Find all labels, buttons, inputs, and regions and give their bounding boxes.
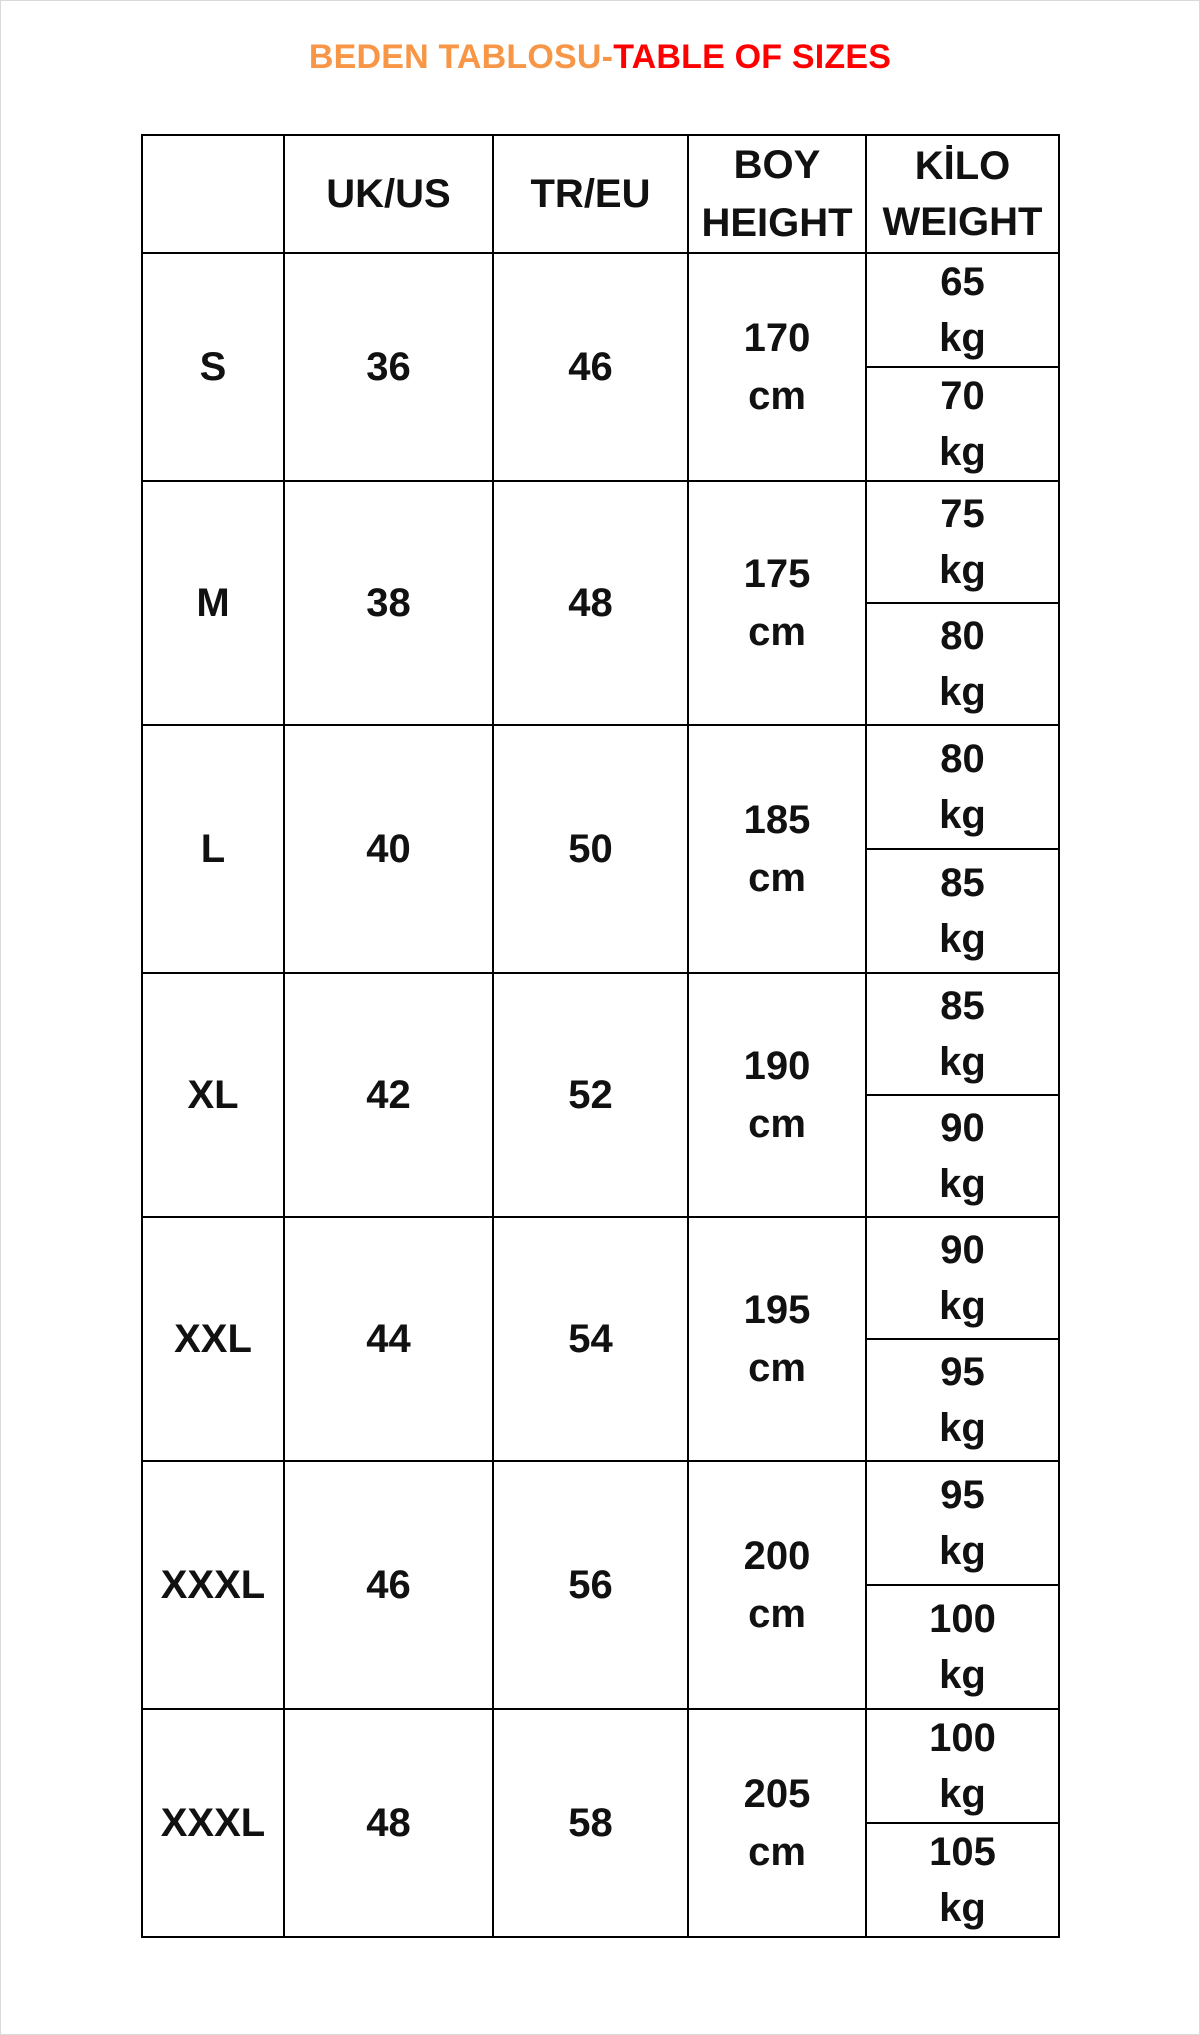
weight-unit: kg xyxy=(939,430,986,474)
header-height-en: HEIGHT xyxy=(701,201,853,245)
weight-cell xyxy=(866,1095,1059,1217)
size-table xyxy=(141,134,1060,1938)
weight-cell xyxy=(866,1823,1059,1937)
header-kilo: KİLO xyxy=(914,144,1011,188)
weight-cell xyxy=(866,725,1059,849)
size-label: XL xyxy=(142,973,284,1217)
ukus-value: 44 xyxy=(284,1217,493,1461)
header-size xyxy=(142,135,284,253)
weight-cell xyxy=(866,367,1059,481)
size-row xyxy=(142,1709,1059,1823)
weight-value: 80 xyxy=(940,737,985,781)
height-unit: cm xyxy=(748,1592,806,1636)
size-label: XXL xyxy=(142,1217,284,1461)
height-value: 185 xyxy=(743,798,811,842)
weight-value: 100 xyxy=(929,1716,996,1760)
title-english: TABLE OF SIZES xyxy=(613,38,892,76)
height-cell xyxy=(688,1461,866,1709)
ukus-value: 46 xyxy=(284,1461,493,1709)
size-label: L xyxy=(142,725,284,973)
size-row xyxy=(142,481,1059,603)
height-unit: cm xyxy=(748,856,806,900)
weight-cell xyxy=(866,1217,1059,1339)
weight-value: 90 xyxy=(940,1228,985,1272)
weight-value: 95 xyxy=(940,1350,985,1394)
height-unit: cm xyxy=(748,374,806,418)
weight-unit: kg xyxy=(939,1284,986,1328)
weight-unit: kg xyxy=(939,1653,986,1697)
size-label: S xyxy=(142,253,284,481)
weight-value: 100 xyxy=(929,1597,996,1641)
height-cell xyxy=(688,253,866,481)
weight-unit: kg xyxy=(939,1040,986,1084)
height-unit: cm xyxy=(748,610,806,654)
weight-cell xyxy=(866,849,1059,973)
size-row xyxy=(142,1217,1059,1339)
header-treu: TR/EU xyxy=(493,135,688,253)
height-cell xyxy=(688,1217,866,1461)
weight-value: 80 xyxy=(940,614,985,658)
weight-unit: kg xyxy=(939,1162,986,1206)
weight-cell xyxy=(866,253,1059,367)
weight-unit: kg xyxy=(939,548,986,592)
weight-cell xyxy=(866,481,1059,603)
title-turkish: BEDEN TABLOSU- xyxy=(308,38,614,76)
height-cell xyxy=(688,1709,866,1937)
height-value: 175 xyxy=(743,552,811,596)
height-unit: cm xyxy=(748,1830,806,1874)
page-title xyxy=(0,38,1200,77)
weight-cell xyxy=(866,1339,1059,1461)
weight-cell xyxy=(866,1585,1059,1709)
size-label: XXXL xyxy=(142,1709,284,1937)
height-value: 205 xyxy=(743,1772,811,1816)
treu-value: 46 xyxy=(493,253,688,481)
size-label: XXXL xyxy=(142,1461,284,1709)
size-row xyxy=(142,725,1059,849)
ukus-value: 48 xyxy=(284,1709,493,1937)
ukus-value: 38 xyxy=(284,481,493,725)
weight-cell xyxy=(866,1709,1059,1823)
weight-value: 65 xyxy=(940,260,985,304)
height-unit: cm xyxy=(748,1346,806,1390)
size-row xyxy=(142,973,1059,1095)
ukus-value: 42 xyxy=(284,973,493,1217)
height-value: 200 xyxy=(743,1534,811,1578)
weight-unit: kg xyxy=(939,1886,986,1930)
weight-cell xyxy=(866,1461,1059,1585)
treu-value: 48 xyxy=(493,481,688,725)
treu-value: 52 xyxy=(493,973,688,1217)
treu-value: 56 xyxy=(493,1461,688,1709)
weight-unit: kg xyxy=(939,316,986,360)
height-value: 190 xyxy=(743,1044,811,1088)
weight-cell xyxy=(866,973,1059,1095)
weight-value: 85 xyxy=(940,984,985,1028)
weight-value: 95 xyxy=(940,1473,985,1517)
weight-value: 90 xyxy=(940,1106,985,1150)
weight-unit: kg xyxy=(939,917,986,961)
size-row xyxy=(142,1461,1059,1585)
height-value: 195 xyxy=(743,1288,811,1332)
header-ukus: UK/US xyxy=(284,135,493,253)
height-cell xyxy=(688,973,866,1217)
height-cell xyxy=(688,725,866,973)
header-height xyxy=(688,135,866,253)
header-weight-en: WEIGHT xyxy=(882,200,1043,244)
height-unit: cm xyxy=(748,1102,806,1146)
weight-unit: kg xyxy=(939,1772,986,1816)
weight-value: 105 xyxy=(929,1830,996,1874)
ukus-value: 36 xyxy=(284,253,493,481)
weight-unit: kg xyxy=(939,1529,986,1573)
ukus-value: 40 xyxy=(284,725,493,973)
height-value: 170 xyxy=(743,316,811,360)
height-cell xyxy=(688,481,866,725)
header-boy: BOY xyxy=(733,143,821,187)
weight-cell xyxy=(866,603,1059,725)
size-label: M xyxy=(142,481,284,725)
treu-value: 50 xyxy=(493,725,688,973)
header-weight xyxy=(866,135,1059,253)
size-row xyxy=(142,253,1059,367)
weight-value: 75 xyxy=(940,492,985,536)
header-row xyxy=(142,135,1059,253)
weight-unit: kg xyxy=(939,1406,986,1450)
treu-value: 54 xyxy=(493,1217,688,1461)
weight-unit: kg xyxy=(939,670,986,714)
weight-unit: kg xyxy=(939,793,986,837)
treu-value: 58 xyxy=(493,1709,688,1937)
weight-value: 70 xyxy=(940,374,985,418)
weight-value: 85 xyxy=(940,861,985,905)
